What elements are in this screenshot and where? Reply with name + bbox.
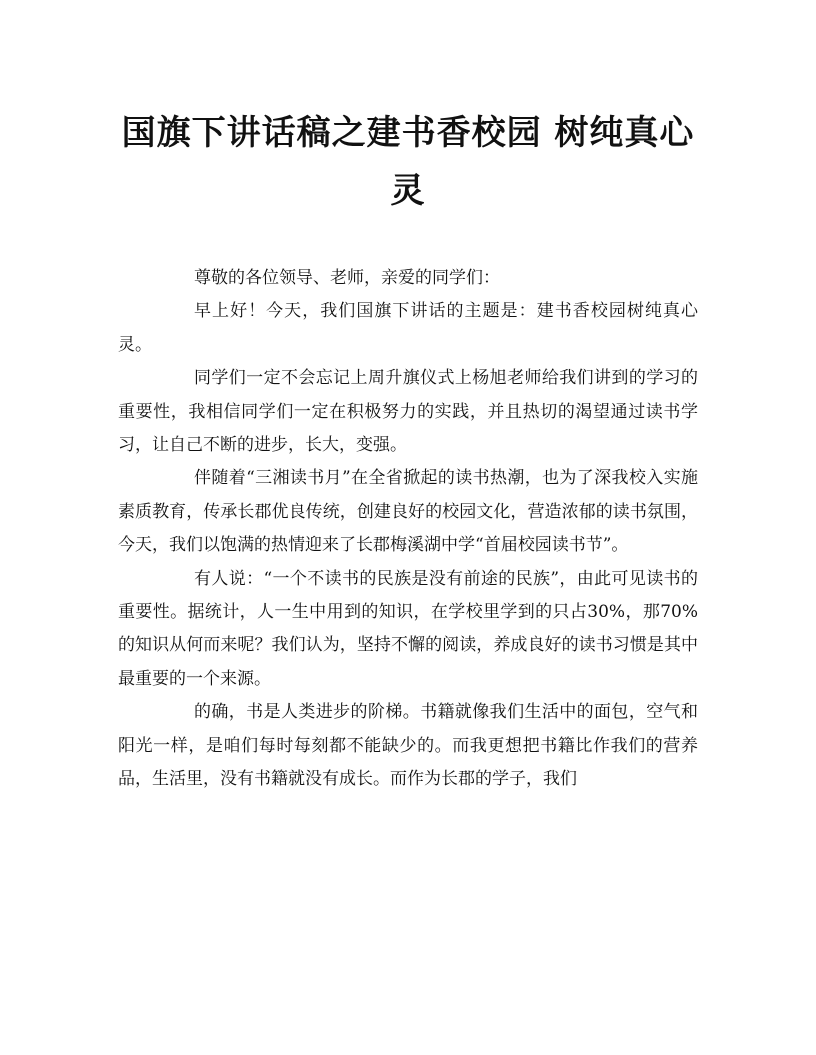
title-line-2: 灵 [390,171,426,211]
paragraph-salutation: 尊敬的各位领导、老师，亲爱的同学们： [194,268,500,288]
paragraph-greeting: 早上好！今天，我们国旗下讲话的主题是：建书香校园树纯真心灵。 [118,301,698,355]
document-title [100,104,716,220]
paragraph: 伴随着“三湘读书月”在全省掀起的读书热潮，也为了深我校入实施素质教育，传承长郡优良传统，创建良好的校园文化，营造浓郁的读书氛围，今天，我们以饱满的热情迎来了长郡梅溪湖中学“首届校园读书节”。 [118,468,698,556]
paragraph: 的确，书是人类进步的阶梯。书籍就像我们生活中的面包，空气和阳光一样，是咱们每时每刻都不能缺少的。而我更想把书籍比作我们的营养品，生活里，没有书籍就没有成长。而作为长郡的学子，我们 [118,702,698,790]
title-line-1: 国旗下讲话稿之建书香校园 树纯真心 [121,113,695,153]
paragraph: 同学们一定不会忘记上周升旗仪式上杨旭老师给我们讲到的学习的重要性，我相信同学们一定在积极努力的实践，并且热切的渴望通过读书学习，让自己不断的进步，长大，变强。 [118,368,698,456]
document-body [118,262,698,797]
paragraph: 有人说：“一个不读书的民族是没有前途的民族”，由此可见读书的重要性。据统计，人一生中用到的知识，在学校里学到的只占30%，那70%的知识从何而来呢？我们认为，坚持不懈的阅读，养成良好的读书习惯是其中最重要的一个来源。 [118,568,698,689]
